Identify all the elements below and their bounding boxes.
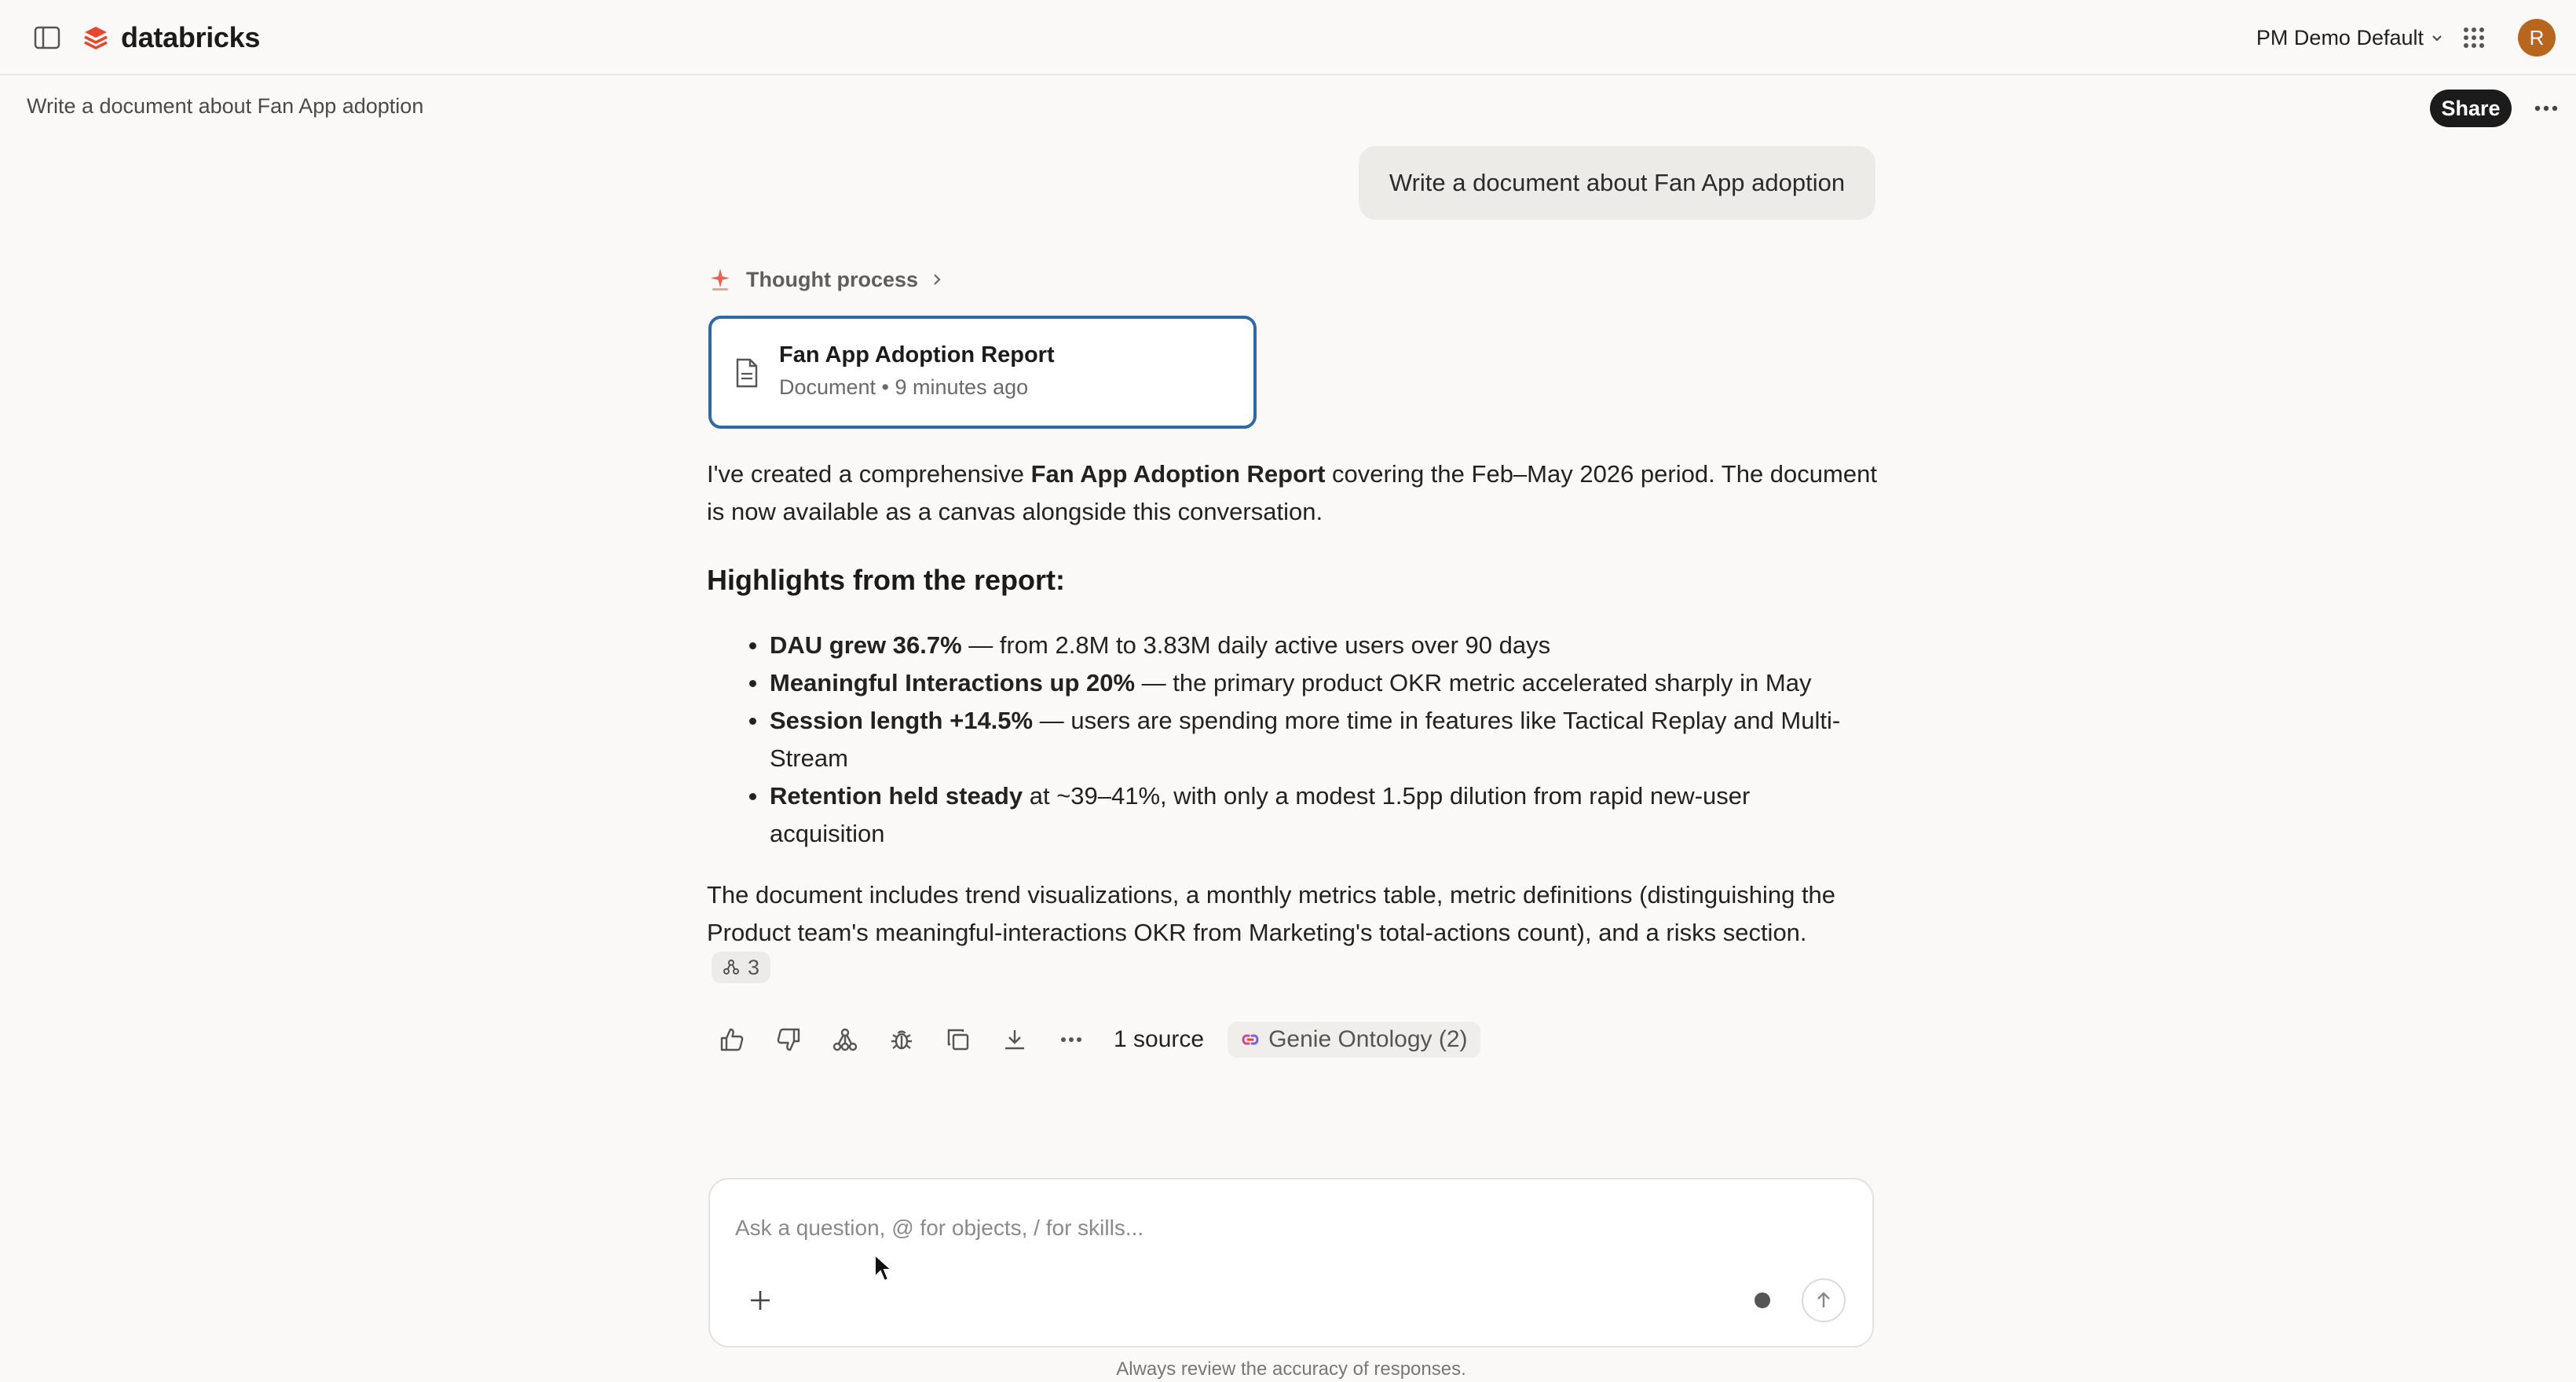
highlight-bold: DAU grew 36.7% (770, 631, 962, 659)
citation-badge[interactable] (712, 952, 770, 983)
response-closing: The document includes trend visualizations, a monthly metrics table, metric definitions (distinguishing the Product team's meaningful-interactions OKR from Marketing's total-actions count), and a risks section. (707, 881, 1836, 946)
document-icon (735, 358, 759, 388)
thought-process-label: Thought process (746, 267, 919, 291)
user-message: Write a document about Fan App adoption (1359, 146, 1875, 220)
list-item (770, 777, 1861, 853)
mouse-cursor-icon (873, 1253, 894, 1285)
share-graph-icon[interactable] (829, 1024, 861, 1055)
thumbs-up-icon[interactable] (716, 1024, 748, 1055)
highlight-bold: Retention held steady (770, 782, 1023, 810)
highlights-heading: Highlights from the report: (707, 564, 1065, 596)
avatar[interactable]: R (2518, 19, 2556, 57)
intro-text-bold: Fan App Adoption Report (1030, 460, 1326, 488)
genie-ontology-label: Genie Ontology (2) (1268, 1026, 1468, 1052)
share-button[interactable]: Share (2430, 90, 2512, 127)
accuracy-disclaimer: Always review the accuracy of responses. (1116, 1358, 1466, 1380)
add-attachment-button[interactable] (745, 1285, 776, 1316)
response-intro (707, 455, 1877, 531)
workspace-selector[interactable] (2256, 20, 2444, 55)
bug-icon[interactable] (886, 1024, 917, 1055)
list-item (770, 627, 1861, 664)
databricks-logo[interactable] (82, 19, 260, 57)
list-item (770, 664, 1861, 702)
more-actions-icon[interactable] (1056, 1024, 1087, 1055)
chevron-right-icon (931, 272, 943, 287)
document-title: Fan App Adoption Report (779, 342, 1055, 367)
thumbs-down-icon[interactable] (773, 1024, 804, 1055)
conversation-title: Write a document about Fan App adoption (27, 94, 424, 118)
document-meta: Document • 9 minutes ago (779, 375, 1029, 399)
citation-icon (723, 959, 740, 976)
download-icon[interactable] (999, 1024, 1030, 1055)
top-bar (0, 0, 2576, 75)
document-card[interactable] (708, 316, 1257, 429)
workspace-name: PM Demo Default (2256, 25, 2424, 49)
thought-process-toggle[interactable] (707, 264, 943, 295)
intro-text-before: I've created a comprehensive (707, 460, 1031, 488)
copy-icon[interactable] (942, 1024, 974, 1055)
highlight-text: — from 2.8M to 3.83M daily active users over 90 days (961, 631, 1551, 659)
intro-text-after: covering the Feb–May 2026 period. The document is now available as a canvas alongside this conversation. (707, 460, 1877, 525)
citation-count: 3 (748, 955, 760, 979)
highlight-bold: Meaningful Interactions up 20% (770, 669, 1136, 696)
genie-ontology-chip[interactable] (1228, 1022, 1480, 1058)
highlight-text: at ~39–41%, with only a modest 1.5pp dilution from rapid new-user acquisition (770, 782, 1751, 847)
databricks-logo-icon (82, 24, 110, 52)
chat-input[interactable]: Ask a question, @ for objects, / for skills... (735, 1216, 1144, 1240)
sources-link[interactable]: 1 source (1114, 1026, 1205, 1052)
sidebar-toggle-icon[interactable] (31, 22, 63, 53)
more-options-icon[interactable] (2530, 93, 2562, 124)
arrow-up-icon (1813, 1289, 1835, 1311)
response-actions (716, 1021, 1480, 1058)
sparkle-icon (707, 266, 734, 293)
plus-icon (745, 1285, 776, 1316)
highlight-text: — users are spending more time in features like Tactical Replay and Multi-Stream (770, 707, 1841, 772)
highlight-text: — the primary product OKR metric accelerated sharply in May (1135, 669, 1812, 696)
link-icon (1240, 1029, 1261, 1050)
list-item (770, 702, 1861, 777)
chevron-down-icon (2430, 31, 2444, 45)
brand-name: databricks (121, 21, 261, 53)
highlights-list (707, 627, 1861, 853)
highlight-bold: Session length +14.5% (770, 707, 1034, 734)
app-launcher-icon[interactable] (2461, 25, 2486, 50)
send-button[interactable] (1802, 1278, 1846, 1322)
voice-input-button[interactable] (1755, 1292, 1770, 1308)
